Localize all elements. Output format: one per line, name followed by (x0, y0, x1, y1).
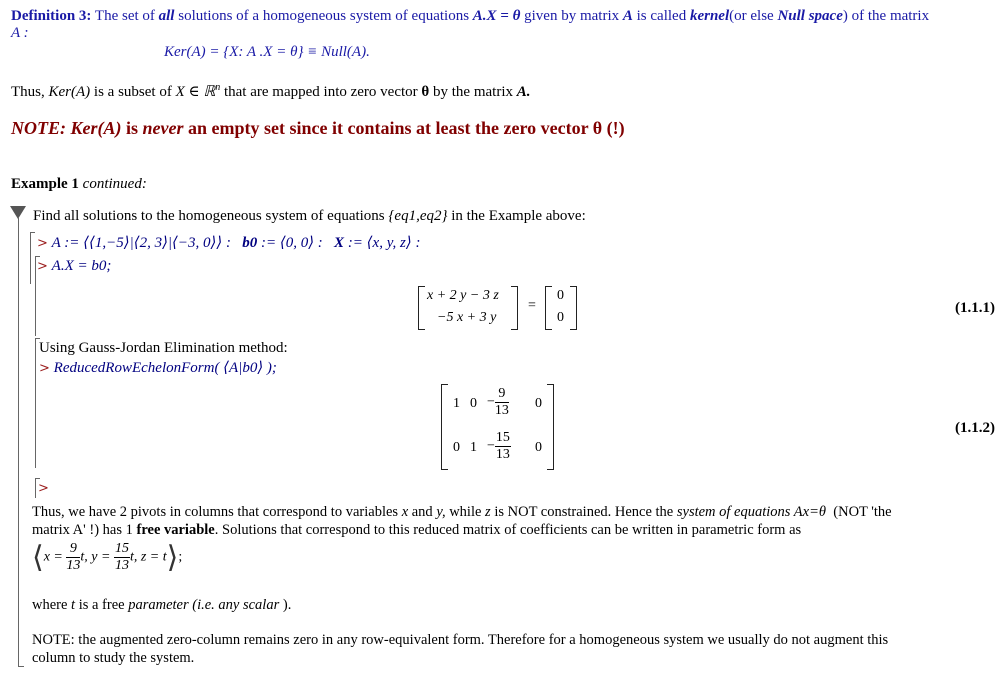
example-continued: continued: (82, 176, 147, 192)
rref-r2c3 (487, 430, 511, 463)
where-t: t (71, 597, 76, 613)
para-text: while (449, 504, 482, 520)
para-text: Thus, we have 2 pivots in columns that correspond to variables (32, 504, 399, 520)
definition-text: solutions of a homogeneous system of equations (178, 8, 470, 24)
rref-r1c4: 0 (535, 396, 542, 411)
definition-all: all (158, 8, 175, 24)
gauss-jordan-text: Using Gauss-Jordan Elimination method: (39, 340, 288, 356)
exec-group-bracket-3 (35, 338, 36, 468)
definition-text: ) of the matrix (842, 8, 930, 24)
rref-r1c3 (487, 386, 509, 419)
param-y-num: 15 (114, 541, 129, 556)
prompt-chevron-icon: > (37, 259, 48, 274)
where-text: where (32, 597, 68, 613)
rref-r2c1: 0 (453, 440, 460, 455)
definition-text: given by matrix (524, 8, 620, 24)
thus-matrix-a: A. (516, 84, 531, 100)
thus-text: by the matrix (433, 84, 513, 100)
definition-label: Definition 3: (11, 8, 92, 24)
param-end: ; (178, 549, 183, 565)
param-y-t: t, z = t (129, 549, 167, 565)
param-x-den: 13 (66, 558, 81, 573)
equation-label-2: (1.1.2) (955, 420, 995, 436)
rref-r2c4: 0 (535, 440, 542, 455)
rref-r2c3-num: 15 (495, 430, 510, 445)
definition-null-space: Null space (777, 8, 843, 24)
output-matrix-rhs (545, 286, 577, 330)
equation-label-1: (1.1.1) (955, 300, 995, 316)
para-free-variable: free variable (136, 522, 215, 538)
cmd2-text: A.X = b0; (51, 258, 112, 274)
find-set: {eq1,eq2} (388, 208, 448, 224)
where-text: is a free (78, 597, 125, 613)
prompt-chevron-icon: > (39, 361, 50, 376)
note2-line-2: column to study the system. (32, 650, 195, 666)
para-text: is NOT constrained. Hence the (494, 504, 674, 520)
para-text: matrix A' !) has 1 (32, 522, 133, 538)
exec-group-bracket-4-top (35, 478, 40, 479)
zero-vector: θ (421, 84, 430, 100)
cmd1-b: := ⟨0, 0⟩ : (260, 235, 323, 251)
output-matrix-lhs (418, 286, 518, 330)
section-bracket-end (18, 666, 24, 667)
exec-group-bracket (30, 232, 31, 284)
prompt-chevron-icon: > (37, 236, 48, 251)
rhs-row-2: 0 (557, 310, 564, 325)
exec-group-bracket-4 (35, 478, 36, 498)
rref-r1c1: 1 (453, 396, 460, 411)
thus-set: X ∈ ℝ (175, 84, 216, 100)
example-title: Example 1 (11, 176, 79, 192)
rref-matrix (441, 384, 554, 470)
cmd1-a: A := ⟨⟨1,−5⟩|⟨2, 3⟩|⟨−3, 0⟩⟩ : (51, 235, 231, 251)
note-ker: Ker(A) (70, 118, 122, 138)
rref-r1c3-frac (495, 386, 509, 419)
cmd1-x: X (334, 235, 345, 251)
exec-group-bracket-2-top (35, 256, 40, 257)
exec-group-bracket-2 (35, 256, 36, 336)
empty-prompt-chevron-icon[interactable]: > (38, 481, 49, 496)
definition-text: (or else (729, 8, 774, 24)
para-var-x: x (401, 504, 409, 520)
param-x-eq: x = (43, 549, 63, 565)
note-never: never (142, 118, 184, 138)
note-label: NOTE: (11, 118, 66, 138)
definition-text: is called (636, 8, 687, 24)
note-line (11, 118, 625, 139)
rref-r2c3-den: 13 (495, 447, 510, 462)
para-text: (NOT 'the (833, 504, 892, 520)
cmd3-text: ReducedRowEchelonForm( ⟨A|b0⟩ ); (53, 360, 277, 376)
lhs-row-2: −5 x + 3 y (437, 310, 497, 325)
definition-kernel: kernel (689, 8, 730, 24)
definition-text: The set of (94, 8, 155, 24)
rref-r1c2: 0 (470, 396, 477, 411)
rref-r2c2: 1 (470, 440, 477, 455)
para-system: system of equations Ax=θ (676, 504, 827, 520)
param-x-frac (66, 541, 80, 574)
left-angle-bracket-icon: ⟨ (32, 541, 44, 574)
para-var-y: y, (436, 504, 446, 520)
paragraph-line-2 (32, 522, 801, 539)
para-var-z: z (485, 504, 491, 520)
find-text: Find all solutions to the homogeneous system of equations (33, 208, 385, 224)
param-x-num: 9 (66, 541, 80, 558)
definition-eq: A.X = θ (472, 8, 521, 24)
param-x-t: t, y = (80, 549, 111, 565)
definition-line (11, 8, 929, 25)
rref-r1c3-sign: − (487, 394, 495, 410)
rref-r2c3-frac (495, 430, 511, 463)
kernel-formula: Ker(A) = {X: A .X = θ} ≡ Null(A). (164, 44, 370, 60)
exec-group-bracket-top (30, 232, 35, 233)
equals-sign: = (528, 298, 536, 313)
definition-matrix-a: A (622, 8, 633, 24)
thus-ker: Ker(A) (48, 84, 91, 100)
thus-line (11, 82, 531, 101)
thus-text: that are mapped into zero vector (223, 84, 418, 100)
where-text: ). (282, 597, 292, 613)
section-bracket (18, 218, 19, 666)
param-y-frac (114, 541, 130, 574)
rref-r2c3-sign: − (487, 438, 495, 454)
param-y-den: 13 (114, 558, 129, 573)
where-parameter: parameter (i.e. any scalar (128, 597, 280, 613)
para-text: and (411, 504, 433, 520)
rref-r1c3-num: 9 (495, 386, 509, 403)
find-text: in the Example above: (451, 208, 586, 224)
thus-text: is a subset of (93, 84, 172, 100)
example-heading (11, 176, 147, 193)
command-line-2[interactable] (37, 258, 111, 275)
exec-group-bracket-3-top (35, 338, 40, 339)
thus-text: Thus, (11, 84, 45, 100)
rref-r1c3-den: 13 (494, 403, 509, 418)
note-text: is (126, 118, 139, 138)
thus-sup: n (215, 82, 221, 93)
para-text: . Solutions that correspond to this reduced matrix of coefficients can be written in parametric form as (214, 522, 802, 538)
definition-line-2: A : (11, 25, 29, 41)
find-line (33, 208, 586, 225)
note-text: an empty set since it contains at least the zero vector θ (!) (188, 118, 625, 138)
where-line (32, 597, 291, 614)
paragraph-line-1 (32, 504, 892, 521)
cmd1-b0: b0 (242, 235, 258, 251)
parametric-solution (32, 540, 182, 580)
cmd1-c: := ⟨x, y, z⟩ : (347, 235, 421, 251)
right-angle-bracket-icon: ⟩ (166, 541, 179, 574)
rhs-row-1: 0 (557, 288, 564, 303)
lhs-row-1: x + 2 y − 3 z (427, 288, 499, 303)
command-line-1[interactable] (37, 233, 420, 252)
note2-line-1: NOTE: the augmented zero-column remains zero in any row-equivalent form. Therefore for a homogeneous system we usually do not augment this (32, 632, 889, 648)
command-line-3[interactable] (39, 358, 277, 377)
